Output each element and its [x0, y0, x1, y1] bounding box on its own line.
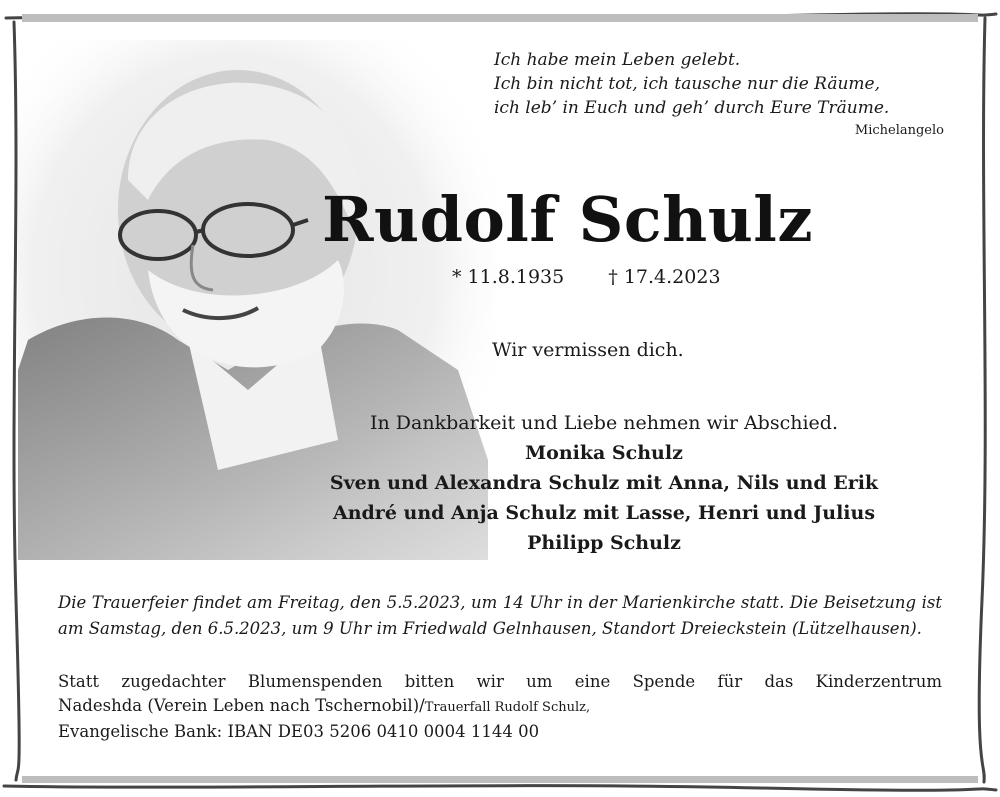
farewell-intro: In Dankbarkeit und Liebe nehmen wir Abschied. — [370, 412, 838, 434]
miss-message: Wir vermissen dich. — [492, 339, 684, 361]
funeral-service-info: Die Trauerfeier findet am Freitag, den 5.5.2023, um 14 Uhr in der Marienkirche statt. Die Beisetzung ist am Samstag, den 6.5.2023, um 9 Uhr im Friedwald Gelnhausen, Standort Dreieckstein (Lützelhausen). — [58, 593, 942, 638]
mourner-name: Philipp Schulz — [527, 532, 681, 554]
mourner-name: Sven und Alexandra Schulz mit Anna, Nils und Erik — [329, 472, 879, 494]
quote-line: Ich habe mein Leben gelebt. — [494, 50, 741, 70]
epigraph-quote — [494, 48, 944, 140]
donation-line: Statt zugedachter Blumenspenden bitten wir um eine Spende für das Kinderzentrum — [58, 672, 942, 691]
mourners-block — [268, 408, 940, 558]
donation-info — [58, 670, 942, 744]
mourner-name: André und Anja Schulz mit Lasse, Henri und Julius — [332, 502, 876, 524]
mourner-name: Monika Schulz — [525, 442, 683, 464]
quote-line: Ich bin nicht tot, ich tausche nur die Räume, — [494, 74, 881, 94]
deceased-name: Rudolf Schulz — [322, 183, 814, 256]
life-dates — [452, 266, 721, 288]
death-date: † 17.4.2023 — [608, 266, 721, 288]
donation-line: Nadeshda (Verein Leben nach Tschernobil)/ — [58, 696, 425, 715]
quote-author: Michelangelo — [854, 123, 944, 138]
bank-details: Evangelische Bank: IBAN DE03 5206 0410 0004 1144 00 — [58, 722, 540, 741]
birth-date: * 11.8.1935 — [452, 266, 565, 288]
donation-reference: Trauerfall Rudolf Schulz, — [424, 700, 591, 715]
quote-line: ich leb’ in Euch und geh’ durch Eure Träume. — [494, 98, 890, 118]
